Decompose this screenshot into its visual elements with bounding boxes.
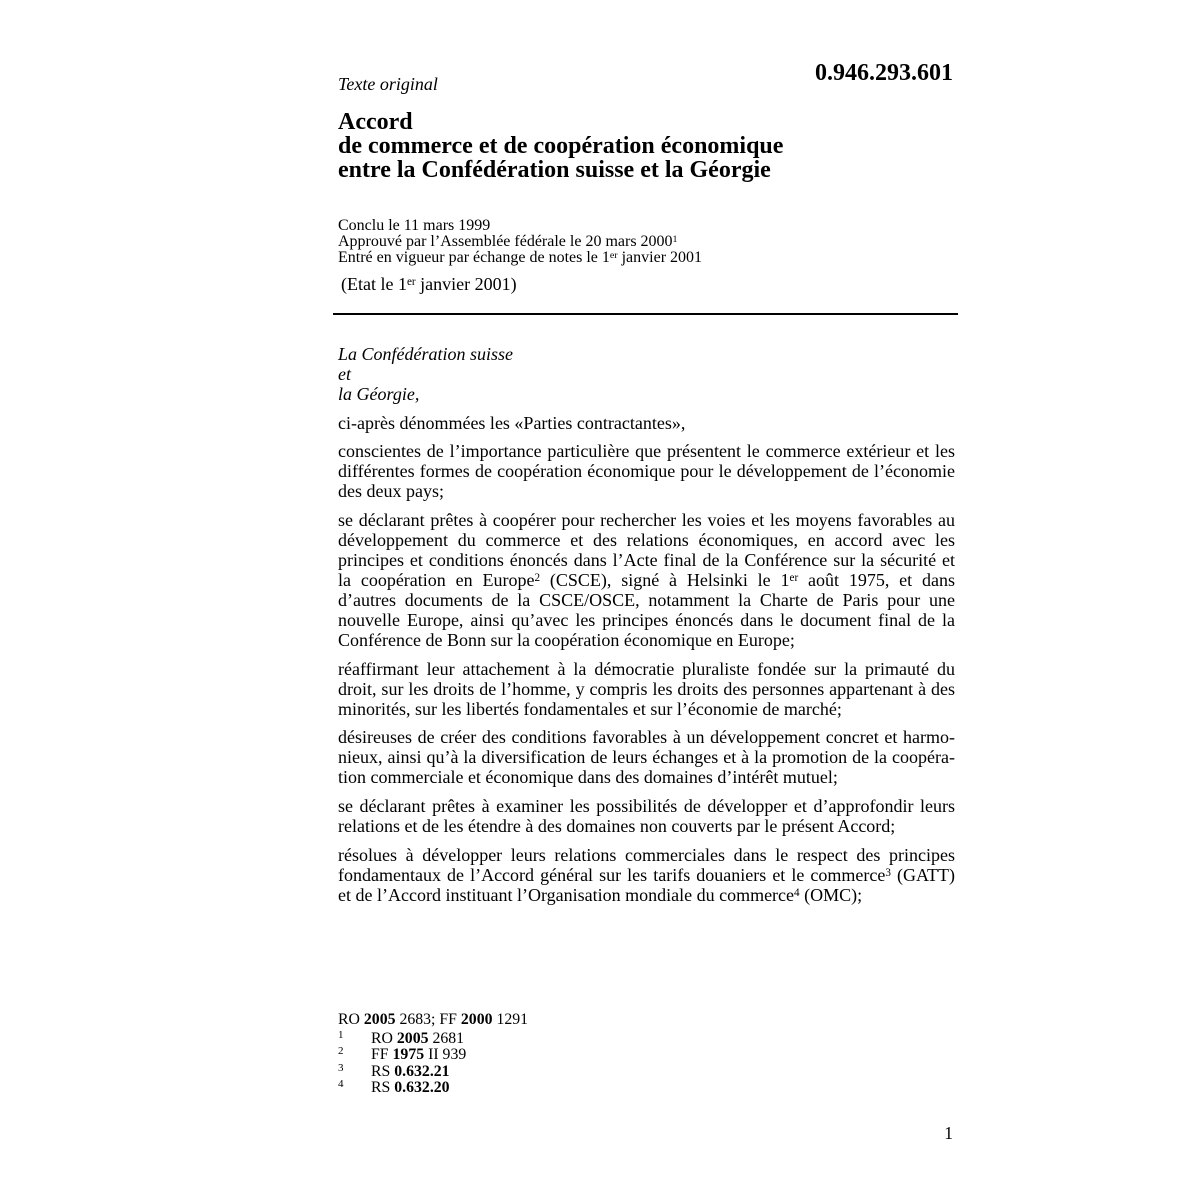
text-run: (GATT): [890, 864, 955, 885]
text-run: Approuvé par l’Assemblée fédérale le 20 mars 2000: [338, 233, 673, 250]
text-line: résolues à développer leurs relations commerciales dans le respect des principes: [338, 844, 955, 865]
text-run: (OMC);: [799, 884, 863, 905]
footnote-number: 2: [338, 1045, 344, 1058]
party-name: la Géorgie,: [338, 384, 420, 404]
text-run: et de l’Accord instituant l’Organisation mondiale du commerce: [338, 884, 795, 905]
text-run: août 1975, et dans: [798, 570, 956, 591]
superscript: er: [406, 275, 416, 288]
title-line: de commerce et de coopération économique: [338, 133, 784, 159]
party-conjunction: et: [338, 364, 351, 384]
text-line: tion commerciale et économique dans des domaines d’intérêt mutuel;: [338, 767, 838, 788]
text-line: droit, sur les droits de l’homme, y compris les droits des personnes appartenant à des: [338, 678, 955, 699]
bold-run: 2000: [460, 1011, 493, 1028]
text-line: minorités, sur les libertés fondamentales et sur l’économie de marché;: [338, 698, 842, 719]
bold-run: 0.632.21: [394, 1062, 450, 1080]
bold-run: 2005: [396, 1030, 429, 1047]
state-date: [341, 274, 517, 294]
text-run: FF: [371, 1046, 393, 1064]
footnote-text: [371, 1047, 466, 1063]
text-run: 2683; FF: [395, 1011, 461, 1028]
text-line: relations et de les étendre à des domaines non couverts par le présent Accord;: [338, 816, 896, 837]
text-run: fondamentaux de l’Accord général sur les tarifs douaniers et le commerce: [338, 864, 886, 885]
superscript: er: [789, 572, 799, 585]
history-line: Conclu le 11 mars 1999: [338, 217, 491, 234]
text-line: principes et conditions énoncés dans l’Acte final de la Conférence sur la sécurité et: [338, 550, 955, 571]
footnote: [338, 1031, 638, 1047]
bold-run: 0.632.20: [394, 1078, 450, 1096]
footnote-text: [371, 1080, 450, 1096]
text-run: 2681: [428, 1030, 465, 1047]
superscript: 1: [672, 233, 678, 245]
text-run: 1291: [492, 1011, 529, 1028]
title-line: Accord: [338, 109, 413, 135]
text-line: se déclarant prêtes à coopérer pour rechercher les voies et les moyens favorables au: [338, 510, 955, 531]
text-run: la coopération en Europe: [338, 570, 535, 591]
preamble-paragraph: [338, 659, 955, 719]
footnote: [338, 1061, 638, 1080]
title-line: entre la Confédération suisse et la Géorgie: [338, 157, 771, 183]
history-line: [338, 234, 702, 250]
text-line: d’autres documents de la CSCE/OSCE, notamment la Charte de Paris pour une: [338, 590, 955, 611]
text-line: [338, 570, 955, 590]
text-line: différentes formes de coopération économique pour le développement de l’économie: [338, 461, 955, 482]
text-run: janvier 2001): [415, 274, 517, 294]
header-rule: [333, 313, 958, 315]
footnote-text: [371, 1064, 450, 1080]
preamble-paragraph: [338, 845, 955, 905]
text-line: nouvelle Europe, ainsi qu’avec les principes énoncés dans le document final de la: [338, 610, 955, 631]
footnote: [338, 1077, 638, 1096]
party-name: La Confédération suisse: [338, 344, 514, 364]
text-line: des deux pays;: [338, 481, 444, 502]
footnotes: [338, 1031, 638, 1096]
text-run: II 939: [424, 1046, 467, 1064]
text-run: (CSCE), signé à Helsinki le 1: [540, 570, 790, 591]
preamble-paragraph: [338, 727, 955, 787]
text-line: réaffirmant leur attachement à la démocratie pluraliste fondée sur la primauté du: [338, 658, 955, 679]
text-run: Entré en vigueur par échange de notes le 1: [338, 249, 610, 266]
text-line: Conférence de Bonn sur la coopération économique en Europe;: [338, 630, 795, 651]
text-run: RO: [371, 1030, 397, 1047]
page-number: 1: [944, 1123, 953, 1143]
publication-reference: [338, 1011, 528, 1029]
text-run: (Etat le 1: [341, 274, 407, 294]
text-line: conscientes de l’importance particulière que présentent le commerce extérieur et les: [338, 441, 955, 462]
text-line: [338, 885, 955, 905]
text-run: RO: [338, 1011, 364, 1028]
status-label: Texte original: [338, 74, 438, 94]
text-run: janvier 2001: [617, 249, 703, 266]
footnote-number: 4: [338, 1077, 344, 1090]
parties-designation: ci-après dénommées les «Parties contractantes»,: [338, 412, 686, 433]
superscript: 3: [885, 866, 891, 879]
preamble-paragraph: [338, 441, 955, 501]
preamble-paragraph: [338, 796, 955, 836]
bold-run: 2005: [363, 1011, 396, 1028]
footnote-number: 1: [338, 1029, 344, 1041]
text-run: RS: [371, 1062, 395, 1080]
document-title: [338, 110, 783, 182]
text-line: développement du commerce et des relations économiques, en accord avec les: [338, 530, 955, 551]
contracting-parties: [338, 344, 955, 404]
document-body: [338, 344, 955, 905]
footnote-text: [371, 1031, 464, 1047]
footnote: [338, 1047, 638, 1063]
text-line: se déclarant prêtes à examiner les possibilités de développer et d’approfondir leurs: [338, 796, 955, 817]
superscript: 4: [794, 886, 800, 899]
superscript: 2: [534, 572, 541, 585]
text-line: nieux, ainsi qu’à la diversification de leurs échanges et à la promotion de la coopéra-: [338, 747, 955, 768]
preamble-paragraph: [338, 510, 955, 650]
bold-run: 1975: [392, 1046, 425, 1064]
text-line: [338, 865, 955, 885]
rs-number: 0.946.293.601: [815, 60, 953, 86]
history-block: [338, 218, 702, 266]
footnote-number: 3: [338, 1061, 344, 1074]
history-line: [338, 250, 702, 266]
superscript: er: [609, 249, 618, 261]
text-run: RS: [371, 1078, 395, 1096]
text-line: désireuses de créer des conditions favorables à un développement concret et harmo-: [338, 727, 955, 748]
